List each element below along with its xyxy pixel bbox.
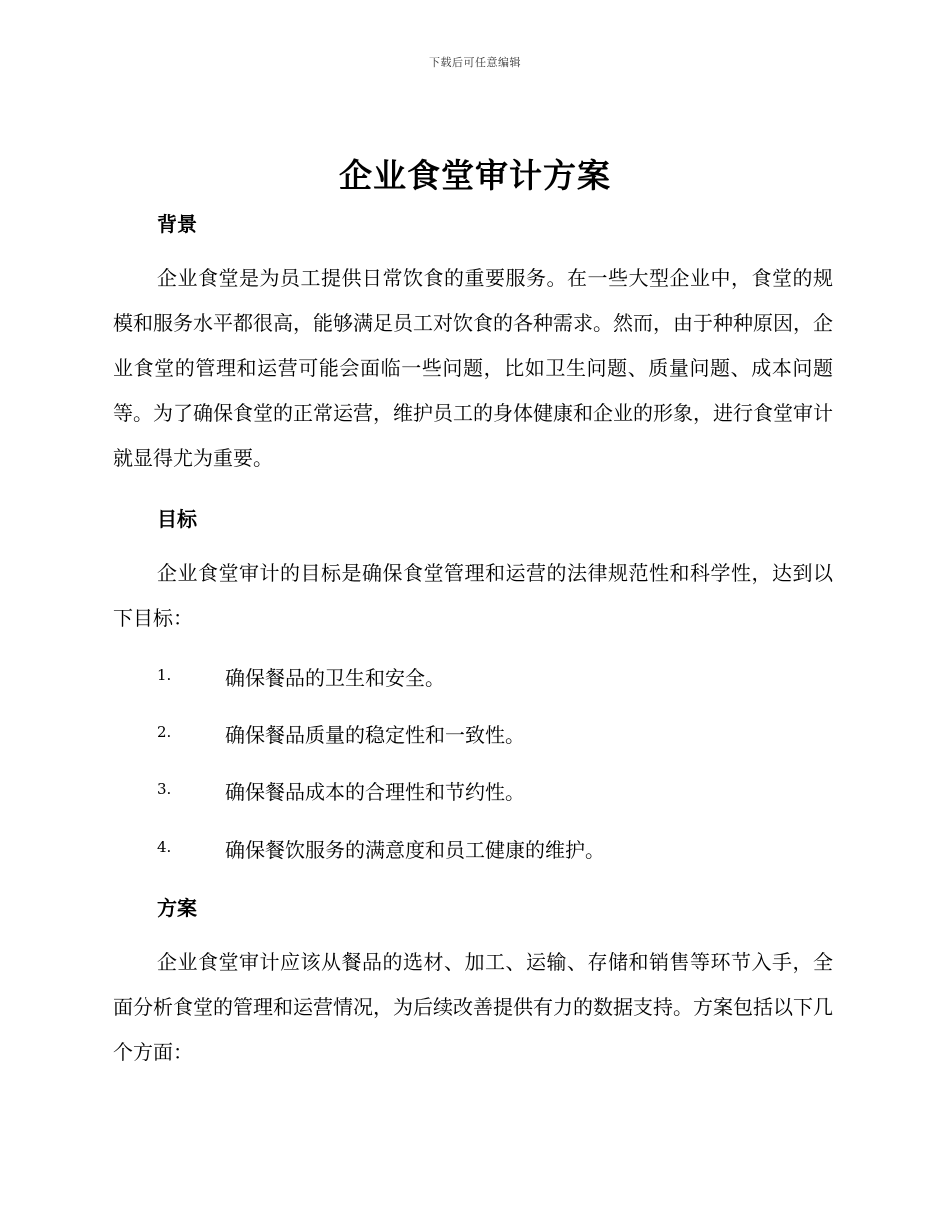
document-title: 企业食堂审计方案 — [339, 156, 611, 195]
list-text: 确保餐品的卫生和安全。 — [225, 666, 445, 690]
section-heading-plan: 方案 — [157, 896, 197, 920]
list-number: 2. — [157, 723, 172, 741]
list-text: 确保餐品成本的合理性和节约性。 — [225, 780, 525, 804]
list-text: 确保餐品质量的稳定性和一致性。 — [225, 723, 525, 747]
background-paragraph: 企业食堂是为员工提供日常饮食的重要服务。在一些大型企业中，食堂的规模和服务水平都很高，能够满足员工对饮食的各种需求。然而，由于种种原因，企业食堂的管理和运营可能会面临一些问题，比如卫生问题、质量问题、成本问题等。为了确保食堂的正常运营，维护员工的身体健康和企业的形象，进行食堂审计就显得尤为重要。 — [113, 266, 833, 470]
list-item — [157, 776, 837, 806]
section-heading-goals: 目标 — [157, 507, 197, 531]
section-heading-background: 背景 — [157, 212, 197, 236]
list-text: 确保餐饮服务的满意度和员工健康的维护。 — [225, 838, 605, 862]
list-number: 3. — [157, 780, 172, 798]
list-number: 1. — [157, 666, 172, 684]
list-item — [157, 662, 837, 692]
plan-paragraph: 企业食堂审计应该从餐品的选材、加工、运输、存储和销售等环节入手，全面分析食堂的管理和运营情况，为后续改善提供有力的数据支持。方案包括以下几个方面： — [113, 950, 833, 1064]
list-item — [157, 719, 837, 749]
list-item — [157, 834, 837, 864]
header-note: 下载后可任意编辑 — [429, 56, 521, 69]
goals-paragraph: 企业食堂审计的目标是确保食堂管理和运营的法律规范性和科学性，达到以下目标： — [113, 561, 833, 630]
list-number: 4. — [157, 838, 172, 856]
